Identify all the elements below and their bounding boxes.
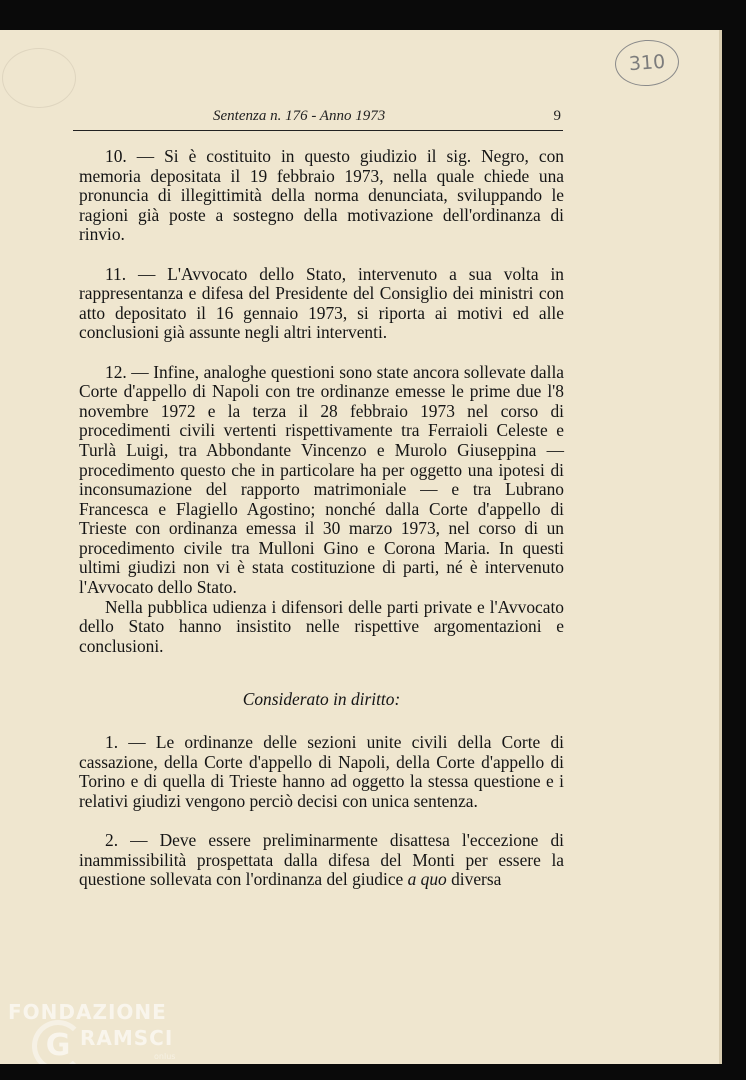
paragraph-11: 11. — L'Avvocato dello Stato, intervenuto a sua volta in rappresentanza e difesa del Presidente del Consiglio dei ministri con atto depositato il 16 gennaio 1973, si riporta ai motivi ed alle conclusioni già assunte negli altri interventi. xyxy=(79,263,564,343)
handwritten-page-number: 310 xyxy=(613,38,680,88)
paragraph-diritto-2-text: 2. — Deve essere preliminarmente disattesa l'eccezione di inammissibilità prospettata dalla difesa del Monti per essere la questione sollevata con l'ordinanza del giudice xyxy=(79,830,564,890)
paragraph-diritto-2-italic: a quo xyxy=(407,869,447,890)
paragraph-10: 10. — Si è costituito in questo giudizio il sig. Negro, con memoria depositata il 19 febbraio 1973, nella quale chiede una pronuncia di illegittimità della norma denunciata, sviluppando le ragioni già poste a sostegno della motivazione dell'ordinanza di rinvio. xyxy=(79,146,564,245)
document-page xyxy=(0,30,722,1064)
fondazione-gramsci-watermark xyxy=(8,998,198,1064)
gramsci-logo-icon: G xyxy=(32,1020,84,1064)
watermark-onlus: onlus xyxy=(154,1052,176,1061)
paragraph-diritto-1: 1. — Le ordinanze delle sezioni unite civili della Corte di cassazione, della Corte d'appello di Napoli, della Corte d'appello di Torino e di quella di Trieste hanno ad oggetto la stessa questione e i relativi giudizi vengono perciò decisi con unica sentenza. xyxy=(79,732,564,811)
faint-stamp-mark xyxy=(2,48,76,108)
section-heading: Considerato in diritto: xyxy=(242,689,401,710)
paragraph-12: 12. — Infine, analoghe questioni sono state ancora sollevate dalla Corte d'appello di Napoli con tre ordinanze emesse le prime due l'8 novembre 1972 e la terza il 28 febbraio 1973 nel corso di procedimenti civili vertenti rispettivamente tra Ferraioli Celeste e Turlà Luigi, tra Abbondante Vincenzo e Murolo Giuseppina — procedimento questo che in particolare ha per oggetto una ipotesi di inconsumazione del rapporto matrimoniale — e tra Lubrano Francesca e Flagiello Agostino; nonché dalla Corte d'appello di Trieste con ordinanza emessa il 30 marzo 1973, nel corso di un procedimento civile tra Mulloni Gino e Corona Maria. In questi ultimi giudizi non vi è stata costituzione di parti, né è intervenuto l'Avvocato dello Stato. xyxy=(79,361,564,598)
header-title: Sentenza n. 176 - Anno 1973 xyxy=(213,108,386,124)
paragraph-diritto-2-end: diversa xyxy=(446,869,502,890)
running-header xyxy=(73,102,563,131)
document-body xyxy=(79,147,564,890)
paragraph-diritto-2 xyxy=(79,831,564,890)
watermark-line1: FONDAZIONE xyxy=(8,1000,167,1024)
page-number: 9 xyxy=(553,108,561,124)
watermark-line2: RAMSCI xyxy=(80,1026,174,1050)
paragraph-udienza: Nella pubblica udienza i difensori delle parti private e l'Avvocato dello Stato hanno insistito nelle rispettive argomentazioni e conclusioni. xyxy=(79,596,564,656)
